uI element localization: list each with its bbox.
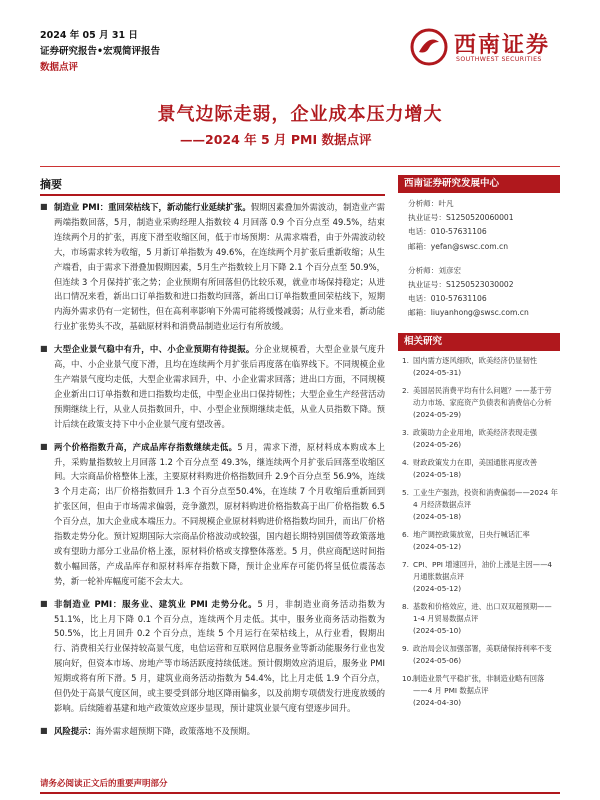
summary-paragraph (40, 597, 385, 716)
footer-disclaimer: 请务必阅读正文后的重要声明部分 (40, 779, 168, 789)
research-center-heading: 西南证券研究发展中心 (398, 175, 560, 193)
paragraph-text: 建和地产政策效应逐步显现，预计建筑业景气度有望逐步回升。 (121, 703, 356, 713)
paragraph-text: 制造业产需两端指数回落，5月，制造业采购经理人指数较 4 月回落 0.9 个百 (54, 202, 386, 227)
related-report-number: 10. (402, 673, 414, 683)
related-report-item[interactable] (402, 427, 558, 451)
paragraph-text: 中、小型企业预期继续走低，从业人员指数下降。预计后续在政策支持下中小 (54, 403, 385, 429)
related-report-title: 美国居民消费平均有什么问题？——基于劳动力市场、家庭资产负债表和消费信心分析 (413, 385, 552, 407)
paragraph-text: 间指数小幅回落，产成品库存和原材料库存指数下降，预计企业库存可能仍将 (54, 545, 385, 571)
related-report-date: (2024-05-18) (413, 511, 462, 521)
paragraph-text: 成本上升，采购量指数较上月回落 1.2 个百分点至 49.3%，继连续两个月扩张 (54, 441, 386, 467)
paragraph-text: 务业等新动能服务行业也发展向好，但资本市场、房地产等市场活跃度持续低 (54, 643, 386, 669)
related-report-title: CPI、PPI 增速回升，油价上涨是主因——4 月通胀数据点评 (413, 559, 553, 581)
related-report-number: 4. (402, 457, 409, 467)
related-report-number: 2. (402, 385, 409, 395)
paragraph-text: 企业景气度有望改善。 (146, 418, 230, 429)
analyst-email[interactable]: 邮箱：yefan@swsc.com.cn (408, 241, 509, 251)
paragraph-text: 迷。预计假期效应消退后，服务业 PMI 短期或将有所下滑。5 月，建筑业商务 (54, 658, 385, 684)
related-report-title: 国内需方逐风细吹，欧美经济仍显韧性 (413, 355, 538, 365)
report-type: 证券研究报告•宏观简评报告 (40, 46, 161, 57)
report-date: 2024 年 05 月 31 日 (40, 30, 138, 41)
analyst-phone: 电话：010-57631106 (408, 294, 487, 304)
related-report-date: (2024-05-06) (413, 655, 462, 665)
analyst-phone: 电话：010-57631106 (408, 227, 487, 237)
paragraph-text: 望助力部分工业品价格上涨，原材料价格或支撑整体落差。5 月，供应商配送时 (71, 545, 369, 556)
related-report-date: (2024-05-10) (413, 625, 462, 635)
paragraph-text: 企业预期有所回落但仍比较乐观，就业市场保持稳定；从进出口情况来看，新 (54, 276, 386, 302)
related-report-item[interactable] (402, 385, 558, 421)
related-report-title: 基数和价格效应，进、出口双双超预期——1-4 月贸易数据点评 (413, 601, 552, 623)
header-divider (40, 166, 560, 167)
related-research-list (398, 351, 560, 709)
related-report-number: 1. (402, 355, 409, 365)
related-report-number: 3. (402, 427, 409, 437)
related-report-title: 政策助力企业用地，欧美经济表现走强 (413, 427, 538, 437)
report-title: 景气边际走弱，企业成本压力增大 (157, 104, 443, 125)
paragraph-lead: 两个价格指数升高，产成品库存指数继续走低。 (54, 441, 238, 452)
summary-heading: 摘要 (40, 178, 62, 191)
summary-paragraph (40, 342, 385, 431)
company-logo (410, 22, 560, 70)
paragraph-text: 为 51.1%，比上月下降 0.1 个百分点，连续两个月走低。其中，服务业商务活 (54, 598, 385, 624)
report-subtitle: ——2024 年 5 月 PMI 数据点评 (180, 132, 372, 147)
paragraph-text: 压力。不同规模企业原材料购进价格指数均回升，而出厂价格指数走势分化。 (54, 516, 386, 542)
analyst-role: 分析师：刘彦宏 (408, 265, 462, 275)
related-report-item[interactable] (402, 529, 558, 553)
paragraph-text: 50.4%，在连续 7 个月收缩后重新回到扩张区间，但由于市场需求偏弱，竞争 (54, 486, 385, 512)
paragraph-text: 动指数为 50.5%，比上月回升 0.2 个百分点，连续 5 个月运行在荣枯线上，从 (54, 613, 386, 639)
paragraph-text: 5 月，需求下滑，原材料成本购 (237, 441, 360, 452)
related-report-item[interactable] (402, 457, 558, 481)
paragraph-text: 景气度升高，中、小企业景气度下滑，且均在连续两个月扩张后再度落在临界 (54, 344, 386, 370)
paragraph-text: 在连续两个月扩张后重新收缩；从生产端看，由于需求下滑叠加假期因素，5 (54, 246, 385, 272)
paragraph-text: 海外需求超预期下降，政策落地不及预期。 (95, 725, 255, 736)
related-report-number: 7. (402, 559, 409, 569)
related-report-item[interactable] (402, 673, 558, 709)
summary-divider (40, 194, 385, 196)
related-report-date: (2024-04-30) (413, 697, 462, 707)
paragraph-text: 求回落；进出口方面，不同规模企业新出口订单指数和进口指数均走低，中型 (54, 373, 386, 399)
related-report-item[interactable] (402, 355, 558, 379)
report-category: 数据点评 (40, 62, 79, 73)
related-report-date: (2024-05-29) (413, 409, 462, 419)
paragraph-text: 个百分点至 56.9%，连续 3 个月走高；出厂价格指数回升 1.3 个百分点至 (54, 471, 385, 497)
paragraph-text: 线下。不同规模企业生产端景气度均走低，大型企业需求回升，中、小企业需 (54, 359, 385, 384)
related-report-date: (2024-05-12) (413, 583, 462, 593)
paragraph-text: 需求仍有一定韧性，但在高利率影响下外需可能将缓慢减弱；从行业来看，新 (79, 306, 369, 317)
related-report-item[interactable] (402, 559, 558, 595)
related-report-date: (2024-05-18) (413, 469, 462, 479)
paragraph-text: 要受到部分地区降雨偏多，以及前期专项债发行进度放缓的影响。后续随着基 (54, 688, 386, 713)
paragraph-text: 从需求端看，由于外需波动较大，市场需求转为收缩，5 月新订单指数为 49.6%， (54, 231, 386, 257)
paragraph-text: 企业出口保持韧性；大型企业生产经营活动预期继续上行，从业人员指数回升， (54, 388, 386, 414)
sidebar (398, 175, 560, 715)
related-report-title: 地产调控政策放宽，日央行喊话汇率 (413, 529, 530, 539)
summary-body (40, 200, 385, 747)
paragraph-lead: 风险提示： (54, 725, 96, 736)
paragraph-lead: 非制造业 PMI：服务业、建筑业 PMI 走势分化。 (54, 598, 258, 609)
related-research-heading: 相关研究 (398, 333, 560, 351)
logo-name-en: SOUTHWEST SECURITIES (456, 56, 542, 63)
related-report-item[interactable] (402, 643, 558, 667)
related-report-item[interactable] (402, 487, 558, 523)
paragraph-text: 分点至 49.5%，结束连续两个月的扩张，再度下滑至收缩区间，低于市场预期： (54, 216, 385, 242)
paragraph-text: 预计短期国际大宗商品价格波动或较强，国内超长期特别国债等政策落地或有 (54, 531, 386, 556)
paragraph-lead: 大型企业景气稳中有升，中、小企业预期有待提振。 (54, 344, 255, 355)
analyst-list (398, 193, 560, 321)
paragraph-text: 活动指数为 54.4%，比上月走低 1.9 个百分点，但仍处于高景气度区间，或主 (54, 673, 385, 699)
related-report-number: 6. (402, 529, 409, 539)
summary-paragraph (40, 724, 385, 739)
related-report-number: 5. (402, 487, 409, 497)
paragraph-text: 假期因素叠加外需波动， (250, 202, 344, 212)
related-report-title: 财政政策发力在即，美国通胀再度改善 (413, 457, 538, 467)
paragraph-text: 动能行业扩张势头不改，基础原材料和消费品制造业运行有所放缓。 (54, 306, 386, 332)
related-report-title: 工业生产强劲，投资和消费偏弱——2024 年 4 月经济数据点评 (413, 487, 558, 509)
summary-paragraph (40, 440, 385, 589)
analyst-role: 分析师：叶凡 (408, 199, 454, 208)
footer-divider (40, 792, 560, 794)
analyst-license: 执业证号：S1250523030002 (408, 280, 514, 290)
logo-name-cn: 西南证券 (454, 32, 551, 58)
related-report-date: (2024-05-31) (413, 367, 462, 377)
paragraph-lead: 制造业 PMI：重回荣枯线下，新动能行业延续扩张。 (54, 202, 251, 212)
paragraph-text: 出口订单指数和进口指数均回落，新出口订单指数重回荣枯线下，短期内海外 (54, 291, 385, 317)
related-report-number: 9. (402, 643, 409, 653)
related-report-title: 政治局会议加强部署，美联储保持利率不变 (413, 643, 552, 653)
related-report-date: (2024-05-26) (413, 439, 462, 449)
logo-mark-icon (410, 28, 448, 66)
related-report-date: (2024-05-12) (413, 541, 462, 551)
related-report-item[interactable] (402, 601, 558, 637)
related-report-title: 制造业景气平稳扩张，非制造业略有回落——4 月 PMI 数据点评 (413, 673, 545, 695)
paragraph-text: 呈低位震荡态势，新一轮补库幅度可能不会太大。 (54, 560, 386, 586)
paragraph-text: 后回落至收缩区间。大宗商品价格整体上涨，主要原材料购进价格指数回升 2.9 (54, 456, 385, 482)
paragraph-text: 5 月，非制造业商务活动指数 (257, 598, 377, 609)
paragraph-text: 行业看，假期出行、消费相关行业保持较高景气度，电信运营和互联网信息服 (54, 628, 385, 654)
paragraph-text: 月生产指数较上月下降 2.1 个百分点至 50.9%，但连续 3 个月保持扩张之势； (54, 261, 385, 287)
analyst-email[interactable]: 邮箱：liuyanhong@swsc.com.cn (408, 308, 529, 318)
paragraph-text: 激烈，原材料购进价格指数高于出厂价格指数 6.5 个百分点，加大企业成本端 (54, 501, 386, 527)
analyst-license: 执业证号：S1250520060001 (408, 213, 514, 223)
related-report-number: 8. (402, 601, 409, 611)
report-meta (40, 28, 160, 76)
paragraph-text: 分企业规模看，大型企业 (254, 344, 351, 355)
summary-paragraph (40, 200, 385, 334)
